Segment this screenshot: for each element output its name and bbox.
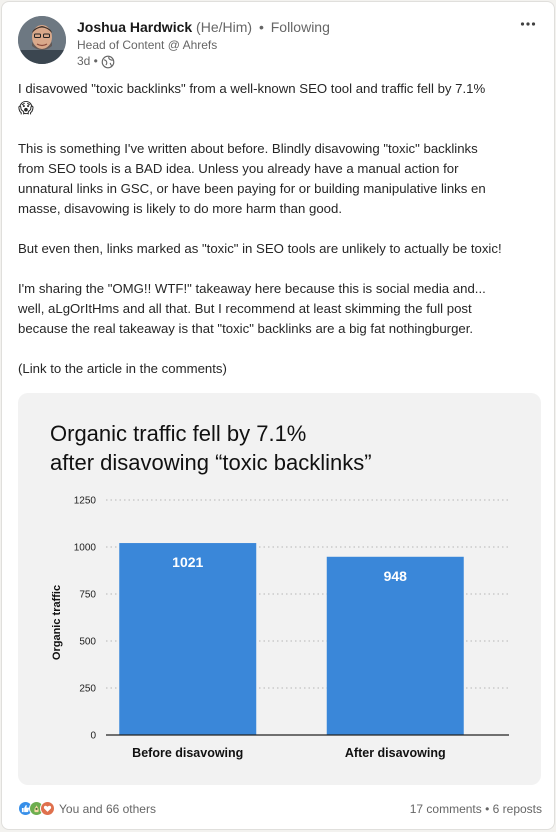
comments-count[interactable]: 17 comments xyxy=(409,802,482,816)
author-meta xyxy=(77,18,330,69)
post-line: from SEO tools is a BAD idea. Unless you already have a manual action for xyxy=(18,161,459,176)
love-reaction-icon xyxy=(40,801,55,816)
y-tick-label: 1000 xyxy=(73,542,96,554)
x-tick-label: Before disavowing xyxy=(132,746,244,760)
author-avatar[interactable] xyxy=(18,16,66,64)
comments-reposts xyxy=(410,802,542,816)
reactions-summary[interactable] xyxy=(18,801,156,816)
bar-chart xyxy=(18,393,541,785)
reactions-text: You and 66 others xyxy=(59,801,156,816)
chart-title-line-2: after disavowing “toxic backlinks” xyxy=(50,450,372,475)
author-name-line xyxy=(77,18,330,36)
more-horizontal-icon xyxy=(520,21,536,27)
post-line: (Link to the article in the comments) xyxy=(18,361,227,376)
post-line: masse, disavowing is likely to do more harm than good. xyxy=(18,201,342,216)
bar xyxy=(119,543,256,735)
scream-emoji: 😱 xyxy=(18,100,34,117)
post-line: I'm sharing the "OMG!! WTF!" takeaway here because this is social media and... xyxy=(18,281,486,296)
post-line: unnatural links in GSC, or have been paying for or building manipulative links en xyxy=(18,181,486,196)
chart-image[interactable] xyxy=(18,393,541,785)
y-tick-label: 500 xyxy=(79,636,96,648)
x-tick-label: After disavowing xyxy=(344,746,446,760)
post-header xyxy=(18,14,542,70)
globe-icon xyxy=(101,55,115,69)
post-time xyxy=(77,54,330,69)
chart-title-line-1: Organic traffic fell by 7.1% xyxy=(50,421,307,446)
count-separator: • xyxy=(481,802,493,816)
y-axis-label: Organic traffic xyxy=(51,584,63,661)
bar-value-label: 948 xyxy=(383,567,407,584)
post-time-text: 3d • xyxy=(77,54,98,68)
post-line: because the real takeaway is that "toxic" backlinks are a big fat nothingburger. xyxy=(18,321,474,336)
post-line: This is something I've written about before. Blindly disavowing "toxic" backlinks xyxy=(18,141,478,156)
post-line: But even then, links marked as "toxic" in SEO tools are unlikely to actually be toxic! xyxy=(18,241,502,256)
post-paragraph-3 xyxy=(18,239,544,259)
reposts-count[interactable]: 6 reposts xyxy=(492,802,542,816)
avatar-photo xyxy=(18,16,66,64)
post-line: well, aLgOrItHms and all that. But I recommend at least skimming the full post xyxy=(18,301,472,316)
social-counts xyxy=(18,800,542,820)
author-pronouns: (He/Him) xyxy=(196,19,253,35)
post-paragraph-2 xyxy=(18,139,544,219)
post-line: I disavowed "toxic backlinks" from a well-known SEO tool and traffic fell by 7.1% xyxy=(18,81,486,96)
y-tick-label: 1250 xyxy=(73,495,96,507)
y-tick-label: 750 xyxy=(79,589,96,601)
post-paragraph-5 xyxy=(18,359,544,379)
y-tick-label: 0 xyxy=(90,730,96,742)
post-text xyxy=(18,79,544,379)
post-paragraph-1 xyxy=(18,79,544,119)
post-card xyxy=(1,1,555,830)
following-status: Following xyxy=(270,19,330,35)
more-options-button[interactable] xyxy=(514,14,542,34)
post-paragraph-4 xyxy=(18,279,544,339)
bar-value-label: 1021 xyxy=(172,554,204,571)
author-name[interactable]: Joshua Hardwick xyxy=(77,19,193,35)
author-headline: Head of Content @ Ahrefs xyxy=(77,38,218,52)
y-tick-label: 250 xyxy=(79,683,96,695)
name-separator: • xyxy=(258,19,264,35)
